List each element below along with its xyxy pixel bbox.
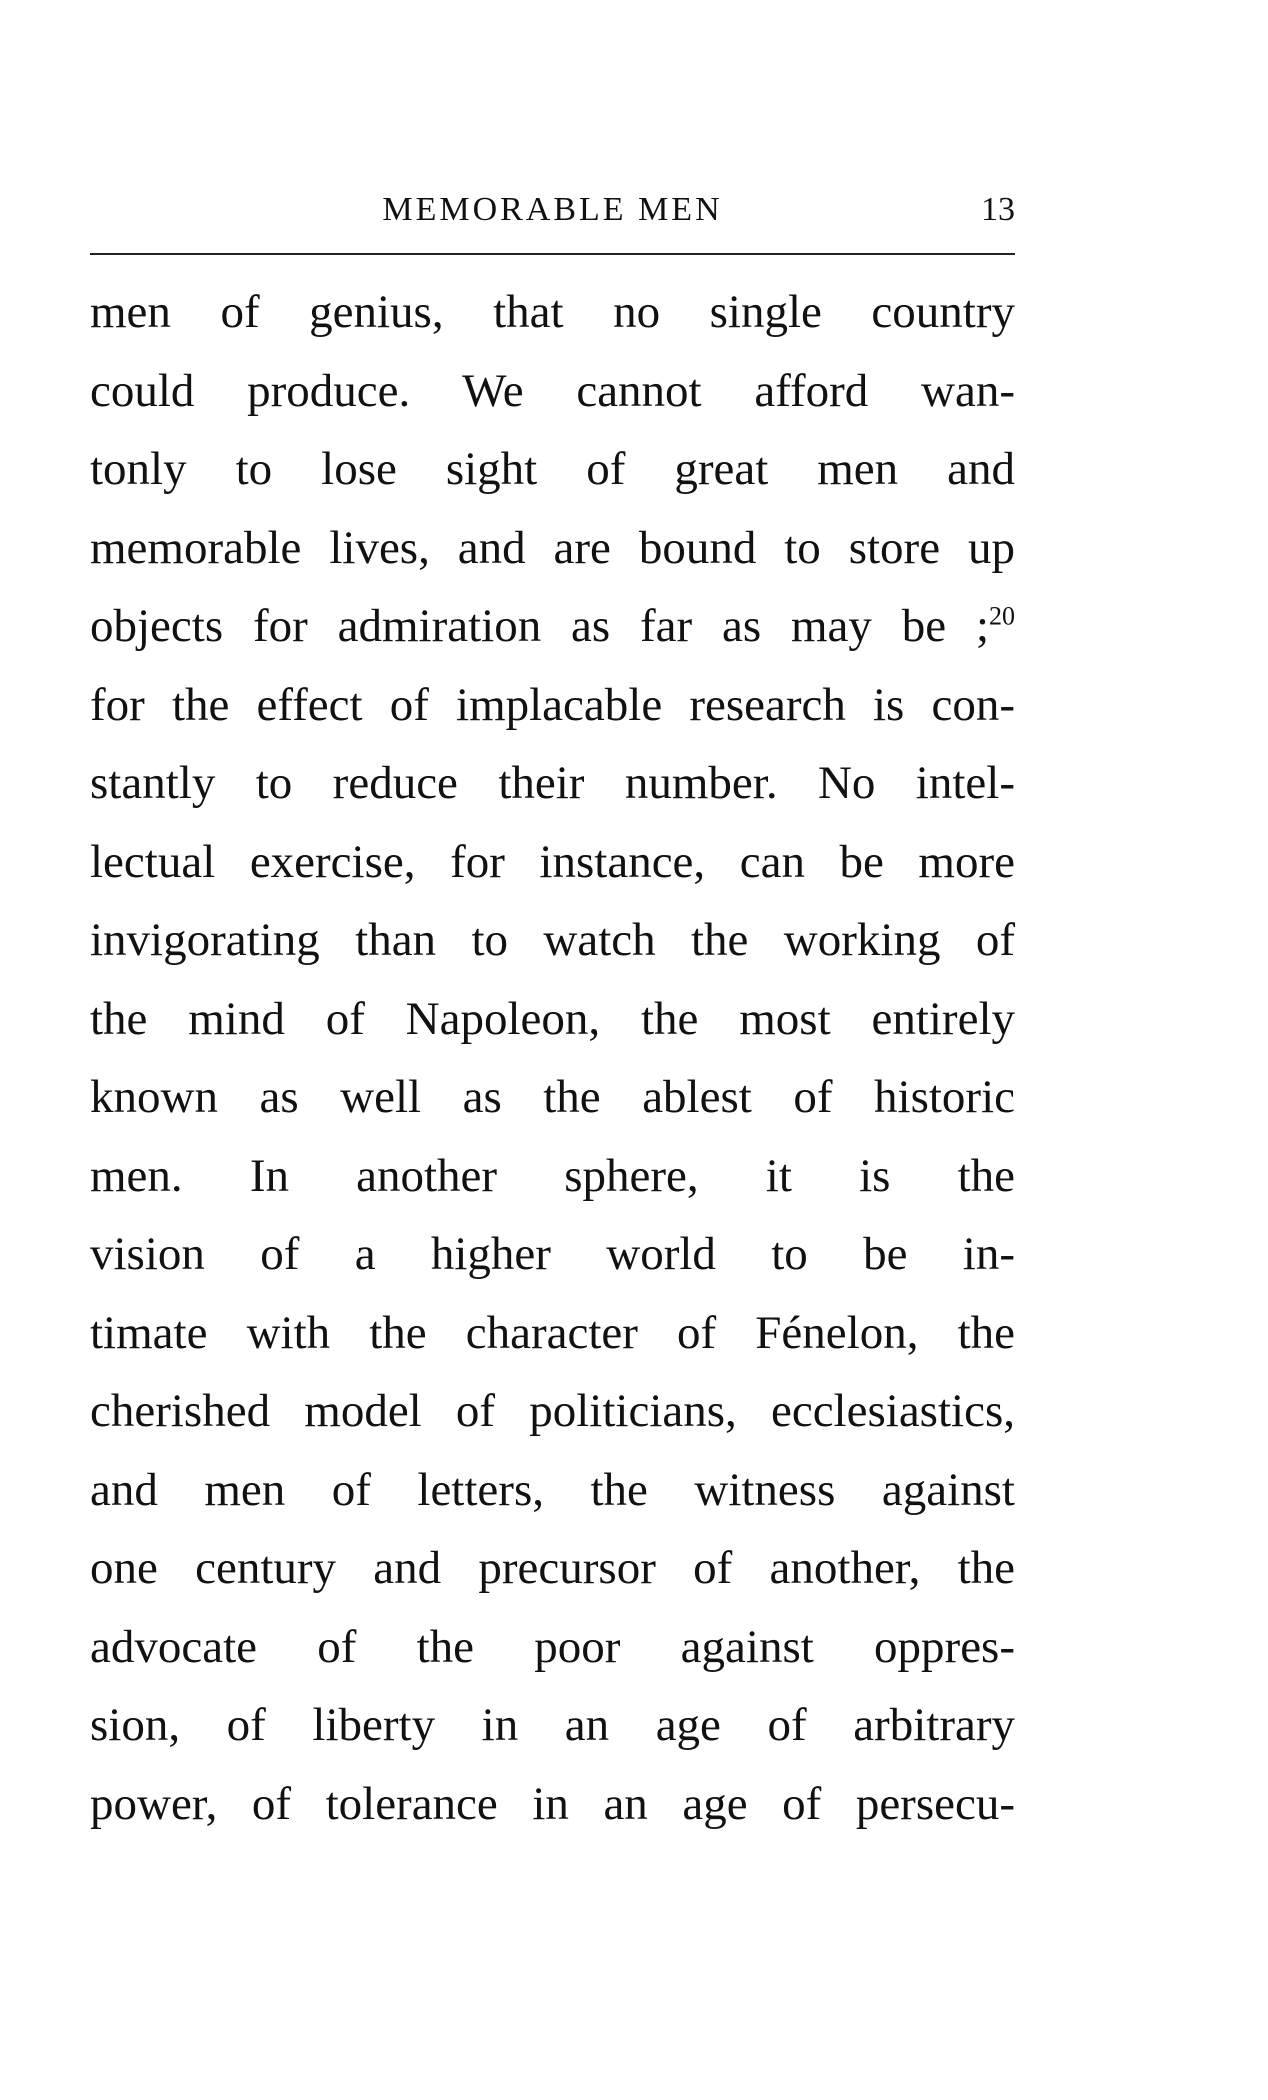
text-line: the mind of Napoleon, the most entirely xyxy=(90,992,1015,1045)
text-line: for the effect of implacable research is con- xyxy=(90,678,1015,731)
text-line: men of genius, that no single country xyxy=(90,286,1015,338)
page-number: 13 xyxy=(981,191,1015,228)
text-line: tonly to lose sight of great men and xyxy=(90,443,1015,495)
text-line: invigorating than to watch the working of xyxy=(90,914,1015,966)
text-line: sion, of liberty in an age of arbitrary xyxy=(90,1699,1015,1751)
text-line-with-marker xyxy=(90,596,1015,675)
text-line: and men of letters, the witness against xyxy=(90,1463,1015,1516)
text-line: known as well as the ablest of historic xyxy=(90,1071,1015,1123)
text-line: timate with the character of Fénelon, the xyxy=(90,1306,1015,1359)
running-title: MEMORABLE MEN xyxy=(382,191,723,228)
text-line: one century and precursor of another, the xyxy=(90,1542,1015,1594)
text-line: advocate of the poor against oppres- xyxy=(90,1620,1015,1673)
line-number-marker: 20 xyxy=(989,601,1015,631)
text-line: lectual exercise, for instance, can be more xyxy=(90,835,1015,888)
text-line: memorable lives, and are bound to store up xyxy=(90,521,1015,574)
header-rule xyxy=(90,253,1015,255)
body-text xyxy=(90,282,1015,1852)
text-line: could produce. We cannot afford wan- xyxy=(90,364,1015,417)
text-line: men. In another sphere, it is the xyxy=(90,1149,1015,1202)
running-head xyxy=(90,190,1015,240)
text-line: objects for admiration as far as may be ; xyxy=(90,600,989,652)
text-line: power, of tolerance in an age of persecu- xyxy=(90,1777,1015,1830)
text-line: vision of a higher world to be in- xyxy=(90,1228,1015,1280)
text-line: stantly to reduce their number. No intel- xyxy=(90,757,1015,809)
text-line: cherished model of politicians, ecclesiastics, xyxy=(90,1385,1015,1437)
